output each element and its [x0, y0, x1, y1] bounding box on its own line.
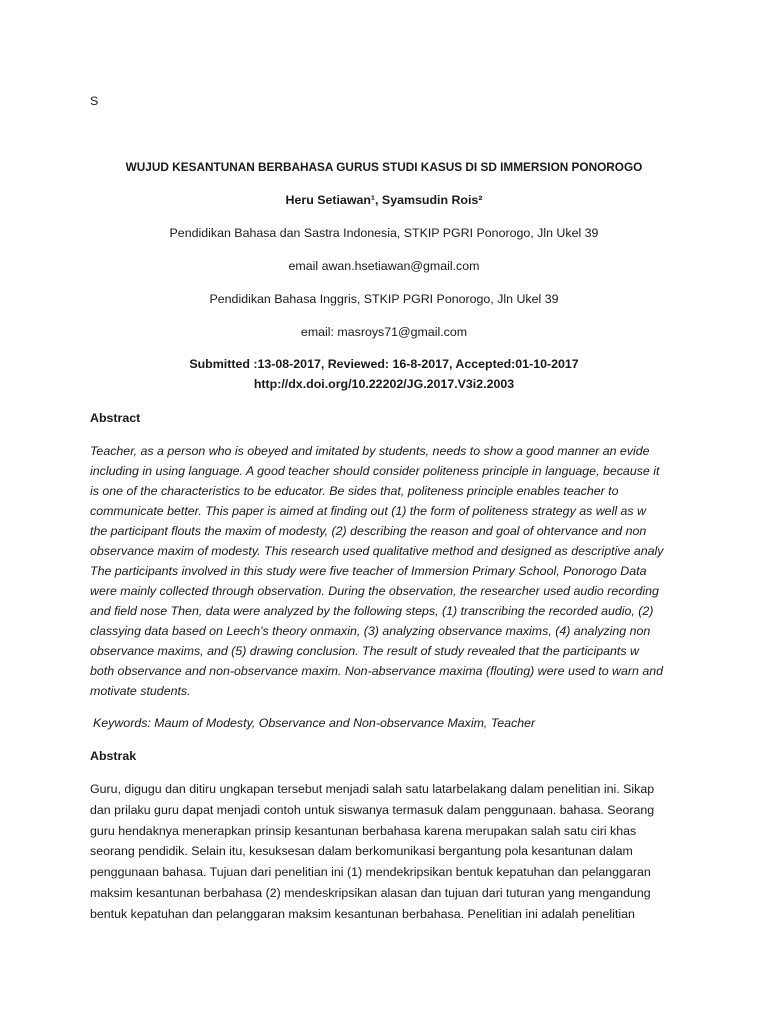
submission-dates: Submitted :13-08-2017, Reviewed: 16-8-2017, Accepted:01-10-2017: [189, 357, 579, 371]
doi-link: http://dx.doi.org/10.22202/JG.2017.V3i2.2003: [253, 377, 515, 391]
abstract-line: and field nose Then, data were analyzed by the following steps, (1) transcribing the recorded audio, (2): [90, 604, 654, 618]
abstract-line: Teacher, as a person who is obeyed and imitated by students, needs to show a good manner an evide: [90, 444, 650, 458]
abstract-line: the participant flouts the maxim of modesty, (2) describing the reason and goal of ohtervance and non: [90, 524, 647, 538]
abstrak-line: dan prilaku guru dapat menjadi contoh untuk siswanya termasuk dalam penggunaan. bahasa. Seorang: [90, 802, 655, 817]
abstract-line: motivate students.: [90, 684, 191, 698]
abstract-line: both observance and non-observance maxim. Non-abservance maxima (flouting) were used to warn and: [90, 664, 664, 678]
abstrak-heading: Abstrak: [90, 749, 137, 763]
abstrak-line: penggunaan bahasa. Tujuan dari penelitian ini (1) mendekripsikan bentuk kepatuhan dan pelanggaran: [90, 865, 651, 880]
abstract-line: communicate better. This paper is aimed at finding out (1) the form of politeness strategy as well as w: [90, 504, 646, 518]
paper-title: WUJUD KESANTUNAN BERBAHASA GURUS STUDI KASUS DI SD IMMERSION PONOROGO: [125, 160, 643, 174]
abstract-line: The participants involved in this study were five teacher of Immersion Primary School, Ponorogo Data: [90, 564, 647, 578]
abstract-line: were mainly collected through observation. During the observation, the researcher used audio recording: [90, 584, 659, 598]
abstract-line: observance maxims, and (5) drawing conclusion. The result of study revealed that the participants w: [90, 644, 639, 658]
abstrak-line: guru hendaknya menerapkan prinsip kesantunan berbahasa karena merupakan salah satu ciri khas: [90, 823, 637, 838]
abstract-line: is one of the characteristics to be educator. Be sides that, politeness principle enables teacher to: [90, 484, 619, 498]
abstrak-line: seorang pendidik. Selain itu, kesuksesan dalam berkomunikasi bergantung pola kesantunan dalam: [90, 844, 633, 859]
email-2: email: masroys71@gmail.com: [300, 325, 468, 339]
abstract-line: classying data based on Leech's theory onmaxin, (3) analyzing observance maxims, (4) analyzing non: [90, 624, 651, 638]
abstrak-line: bentuk kepatuhan dan pelanggaran maksim kesantunan berbahasa. Penelitian ini adalah penelitian: [90, 906, 635, 921]
abstract-heading: Abstract: [90, 411, 141, 425]
keywords-line: Keywords: Maum of Modesty, Observance and Non-observance Maxim, Teacher: [93, 716, 536, 730]
affiliation-1: Pendidikan Bahasa dan Sastra Indonesia, STKIP PGRI Ponorogo, Jln Ukel 39: [169, 226, 599, 240]
author-line: Heru Setiawan¹, Syamsudin Rois²: [285, 193, 483, 207]
abstrak-body: [90, 779, 690, 925]
affiliation-2: Pendidikan Bahasa Inggris, STKIP PGRI Ponorogo, Jln Ukel 39: [209, 292, 559, 306]
page-marker: S: [90, 94, 99, 108]
abstrak-line: maksim kesantunan berbahasa (2) mendeskripsikan alasan dan tujuan dari tuturan yang mengandung: [90, 885, 651, 900]
abstract-line: including in using language. A good teacher should consider politeness principle in language, because it: [90, 464, 660, 478]
email-1: email awan.hsetiawan@gmail.com: [288, 259, 480, 273]
abstract-body: [90, 441, 690, 701]
abstrak-line: Guru, digugu dan ditiru ungkapan tersebut menjadi salah satu latarbelakang dalam penelitian ini. Sikap: [90, 782, 655, 796]
abstract-line: observance maxim of modesty. This research used qualitative method and designed as descriptive analy: [90, 544, 664, 558]
